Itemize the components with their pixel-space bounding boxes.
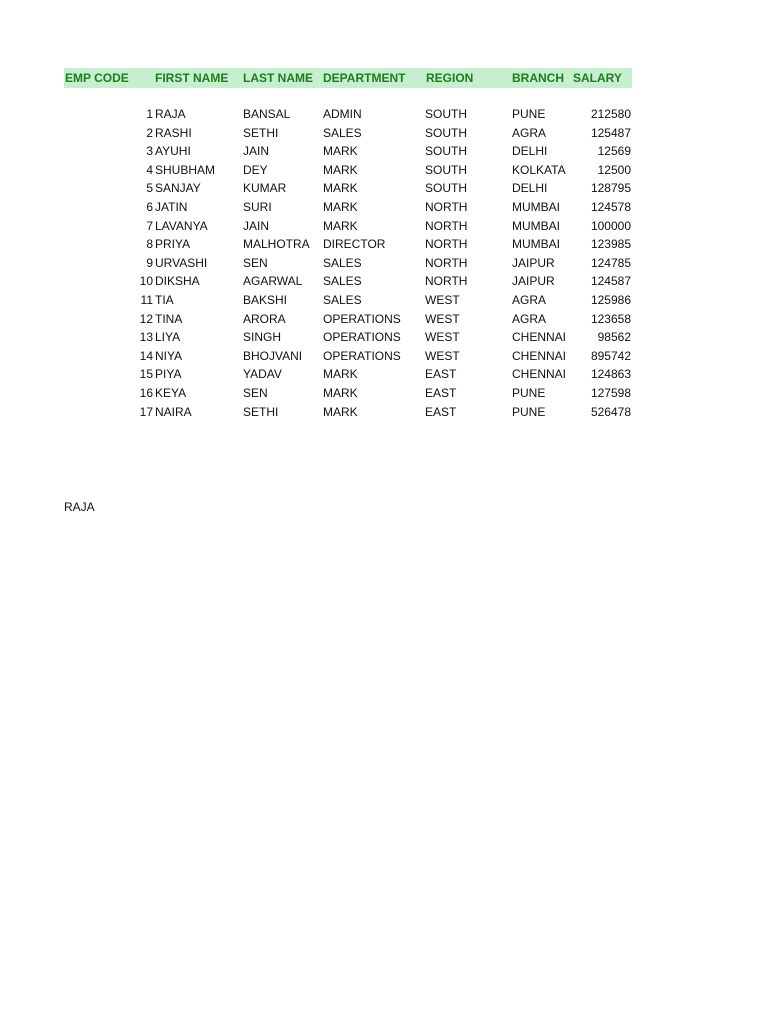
cell-last-name: BAKSHI: [243, 292, 288, 307]
cell-salary: 895742: [590, 348, 631, 363]
cell-salary: 123985: [590, 237, 631, 252]
cell-salary: 127598: [590, 385, 631, 400]
cell-department: MARK: [323, 404, 358, 419]
cell-department: MARK: [323, 181, 358, 196]
cell-department: MARK: [323, 162, 358, 177]
table-row: [64, 236, 632, 255]
cell-salary: 128795: [590, 181, 631, 196]
cell-branch: PUNE: [512, 404, 546, 419]
cell-last-name: SEN: [243, 255, 268, 270]
cell-emp-code: 14: [139, 348, 153, 363]
cell-branch: MUMBAI: [512, 218, 560, 233]
cell-first-name: NAIRA: [155, 404, 192, 419]
cell-emp-code: 3: [146, 144, 153, 159]
cell-emp-code: 11: [140, 292, 153, 307]
cell-emp-code: 12: [139, 311, 153, 326]
cell-first-name: NIYA: [155, 348, 183, 363]
table-row: [64, 199, 632, 218]
cell-department: MARK: [323, 218, 358, 233]
table-row: [64, 106, 632, 125]
cell-region: NORTH: [425, 218, 468, 233]
table-row: [64, 348, 632, 367]
header-branch: BRANCH: [512, 71, 564, 85]
cell-first-name: TIA: [155, 292, 174, 307]
table-row: [64, 292, 632, 311]
cell-last-name: SETHI: [243, 404, 279, 419]
cell-emp-code: 2: [146, 125, 153, 140]
cell-last-name: ARORA: [243, 311, 286, 326]
table-row: [64, 143, 632, 162]
cell-last-name: JAIN: [243, 218, 270, 233]
cell-salary: 124785: [590, 255, 631, 270]
table-row: [64, 255, 632, 274]
cell-region: WEST: [425, 330, 460, 345]
cell-last-name: JAIN: [243, 144, 270, 159]
cell-last-name: MALHOTRA: [243, 237, 310, 252]
cell-emp-code: 1: [146, 107, 153, 121]
table-row: [64, 404, 632, 423]
header-department: DEPARTMENT: [323, 71, 406, 85]
lookup-result-cell: RAJA: [64, 500, 95, 514]
table-row: [64, 180, 632, 199]
cell-last-name: BANSAL: [243, 107, 291, 121]
cell-salary: 12500: [597, 162, 631, 177]
cell-last-name: BHOJVANI: [243, 348, 303, 363]
table-row: [64, 385, 632, 404]
cell-first-name: KEYA: [155, 385, 187, 400]
cell-first-name: SHUBHAM: [155, 162, 216, 177]
cell-branch: PUNE: [512, 107, 546, 121]
cell-last-name: SURI: [243, 199, 272, 214]
cell-first-name: DIKSHA: [155, 274, 200, 289]
cell-first-name: PRIYA: [155, 237, 191, 252]
cell-emp-code: 6: [146, 199, 153, 214]
cell-emp-code: 9: [146, 255, 153, 270]
cell-salary: 125986: [590, 292, 631, 307]
cell-branch: DELHI: [512, 181, 548, 196]
header-salary: SALARY: [573, 71, 622, 85]
cell-emp-code: 4: [146, 162, 153, 177]
cell-branch: CHENNAI: [512, 367, 567, 382]
table-row: [64, 329, 632, 348]
cell-salary: 100000: [590, 218, 631, 233]
cell-department: DIRECTOR: [323, 237, 386, 252]
cell-salary: 125487: [590, 125, 631, 140]
cell-emp-code: 8: [146, 237, 153, 252]
cell-first-name: LAVANYA: [155, 218, 208, 233]
cell-branch: CHENNAI: [512, 330, 567, 345]
cell-department: SALES: [323, 125, 362, 140]
cell-emp-code: 15: [139, 367, 153, 382]
cell-department: MARK: [323, 385, 358, 400]
cell-region: SOUTH: [425, 125, 467, 140]
cell-salary: 123658: [590, 311, 631, 326]
table-row: [64, 125, 632, 144]
cell-department: ADMIN: [323, 107, 362, 121]
cell-department: MARK: [323, 199, 358, 214]
cell-branch: MUMBAI: [512, 199, 560, 214]
table-row: [64, 273, 632, 292]
cell-salary: 124578: [590, 199, 631, 214]
cell-region: SOUTH: [425, 162, 467, 177]
cell-department: MARK: [323, 144, 358, 159]
cell-department: OPERATIONS: [323, 330, 401, 345]
cell-region: NORTH: [425, 274, 468, 289]
cell-first-name: LIYA: [155, 330, 181, 345]
cell-department: SALES: [323, 274, 362, 289]
cell-last-name: DEY: [243, 162, 268, 177]
cell-branch: JAIPUR: [512, 255, 555, 270]
cell-first-name: TINA: [155, 311, 183, 326]
cell-branch: AGRA: [512, 292, 547, 307]
cell-region: WEST: [425, 348, 460, 363]
cell-region: WEST: [425, 292, 460, 307]
cell-region: EAST: [425, 385, 457, 400]
cell-branch: KOLKATA: [512, 162, 566, 177]
cell-region: WEST: [425, 311, 460, 326]
cell-region: NORTH: [425, 255, 468, 270]
cell-last-name: AGARWAL: [243, 274, 303, 289]
cell-region: EAST: [425, 404, 457, 419]
cell-salary: 98562: [597, 330, 631, 345]
cell-department: OPERATIONS: [323, 311, 401, 326]
cell-branch: MUMBAI: [512, 237, 560, 252]
header-first-name: FIRST NAME: [155, 71, 229, 85]
table-row: [64, 162, 632, 181]
cell-salary: 526478: [590, 404, 631, 419]
cell-first-name: SANJAY: [155, 181, 201, 196]
cell-branch: CHENNAI: [512, 348, 567, 363]
cell-region: SOUTH: [425, 107, 467, 121]
cell-department: MARK: [323, 367, 358, 382]
cell-branch: PUNE: [512, 385, 546, 400]
cell-last-name: SEN: [243, 385, 268, 400]
cell-first-name: RAJA: [155, 107, 186, 121]
employee-table: [64, 68, 632, 419]
cell-last-name: SINGH: [243, 330, 282, 345]
header-last-name: LAST NAME: [243, 71, 313, 85]
cell-emp-code: 7: [146, 218, 153, 233]
cell-last-name: KUMAR: [243, 181, 287, 196]
table-header-row: [64, 68, 632, 88]
cell-department: OPERATIONS: [323, 348, 401, 363]
cell-salary: 12569: [597, 144, 631, 159]
cell-salary: 124587: [590, 274, 631, 289]
cell-emp-code: 13: [139, 330, 153, 345]
cell-last-name: SETHI: [243, 125, 279, 140]
cell-branch: DELHI: [512, 144, 548, 159]
cell-first-name: RASHI: [155, 125, 192, 140]
cell-department: SALES: [323, 292, 362, 307]
table-row: [64, 311, 632, 330]
table-row: [64, 366, 632, 385]
cell-salary: 124863: [590, 367, 631, 382]
cell-department: SALES: [323, 255, 362, 270]
cell-region: EAST: [425, 367, 457, 382]
cell-last-name: YADAV: [243, 367, 282, 382]
cell-emp-code: 10: [139, 274, 153, 289]
cell-branch: JAIPUR: [512, 274, 555, 289]
cell-first-name: AYUHI: [155, 144, 191, 159]
cell-first-name: JATIN: [155, 199, 188, 214]
header-emp-code: EMP CODE: [65, 71, 129, 85]
cell-branch: AGRA: [512, 125, 547, 140]
cell-region: NORTH: [425, 237, 468, 252]
cell-first-name: URVASHI: [155, 255, 208, 270]
cell-branch: AGRA: [512, 311, 547, 326]
cell-region: SOUTH: [425, 144, 467, 159]
table-body: [64, 106, 632, 422]
cell-emp-code: 17: [139, 404, 153, 419]
cell-first-name: PIYA: [155, 367, 182, 382]
header-region: REGION: [426, 71, 474, 85]
cell-salary: 212580: [590, 107, 631, 121]
cell-region: SOUTH: [425, 181, 467, 196]
cell-emp-code: 5: [146, 181, 153, 196]
cell-region: NORTH: [425, 199, 468, 214]
table-row: [64, 218, 632, 237]
cell-emp-code: 16: [139, 385, 153, 400]
